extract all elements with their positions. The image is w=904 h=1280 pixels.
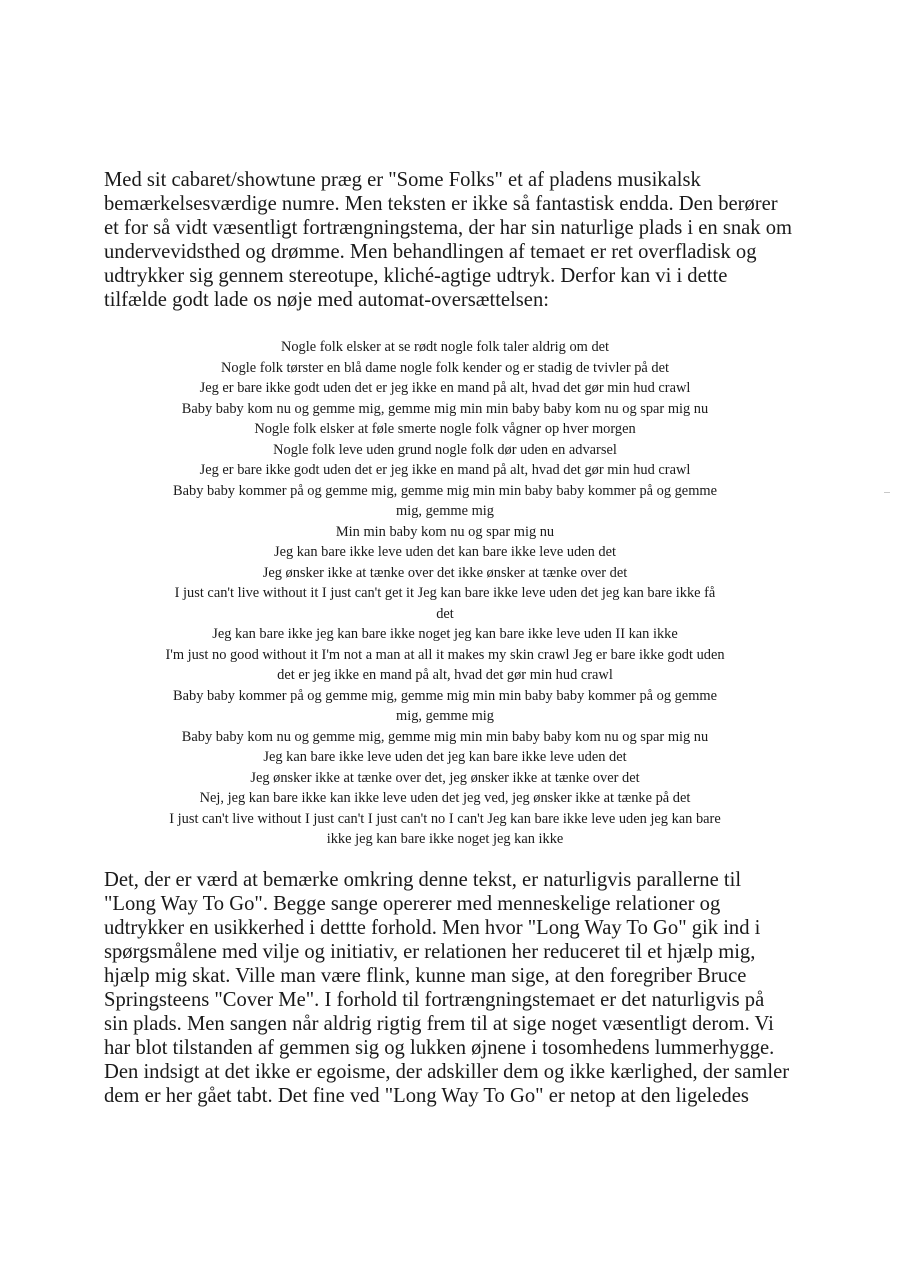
intro-line: et for så vidt væsentligt fortrængningstema, der har sin naturlige plads i en snak om (104, 217, 793, 239)
lyric-line: Baby baby kommer på og gemme mig, gemme mig min min baby baby kommer på og gemme (173, 687, 717, 704)
commentary-line: Det, der er værd at bemærke omkring denne tekst, er naturligvis parallerne til (104, 869, 742, 891)
intro-line: tilfælde godt lade os nøje med automat-oversættelsen: (104, 289, 549, 311)
lyric-line: det er jeg ikke en mand på alt, hvad det gør min hud crawl (277, 667, 613, 683)
lyric-line: mig, gemme mig (396, 708, 494, 724)
lyric-line: Jeg ønsker ikke at tænke over det ikke ønsker at tænke over det (262, 564, 628, 581)
commentary-line: sin plads. Men sangen når aldrig rigtig frem til at sige noget væsentligt derom. Vi (104, 1013, 774, 1035)
lyric-line: Nogle folk elsker at se rødt nogle folk taler aldrig om det (280, 339, 610, 355)
lyric-line: Nogle folk elsker at føle smerte nogle folk vågner op hver morgen (254, 421, 636, 437)
lyric-line: ikke jeg kan bare ikke noget jeg kan ikke (326, 831, 564, 847)
intro-paragraph (104, 168, 804, 312)
lyric-line: I just can't live without I just can't I just can't no I can't Jeg kan bare ikke leve uden jeg kan bare (169, 810, 721, 827)
lyric-line: Min min baby kom nu og spar mig nu (335, 523, 555, 540)
lyric-line: Jeg ønsker ikke at tænke over det, jeg ønsker ikke at tænke over det (250, 769, 640, 786)
lyric-line: Jeg kan bare ikke leve uden det kan bare ikke leve uden det (273, 544, 617, 560)
lyric-line: Jeg er bare ikke godt uden det er jeg ikke en mand på alt, hvad det gør min hud crawl (199, 380, 691, 396)
commentary-line: Den indsigt at det ikke er egoisme, der adskiller dem og ikke kærlighed, der samler (104, 1061, 790, 1083)
lyric-line: Jeg kan bare ikke leve uden det jeg kan bare ikke leve uden det (263, 749, 627, 765)
lyric-line: Jeg kan bare ikke jeg kan bare ikke noget jeg kan bare ikke leve uden II kan ikke (212, 626, 678, 642)
lyric-line: Nogle folk leve uden grund nogle folk dør uden en advarsel (273, 441, 617, 458)
intro-line: udtrykker sig gennem stereotupe, kliché-agtige udtryk. Derfor kan vi i dette (104, 265, 728, 287)
intro-line: undervevidsthed og drømme. Men behandlingen af temaet er ret overfladisk og (104, 241, 757, 263)
commentary-line: dem er her gået tabt. Det fine ved "Long Way To Go" er netop at den ligeledes (104, 1085, 749, 1107)
commentary-line: hjælp mig skat. Ville man være flink, kunne man sige, at den foregriber Bruce (104, 965, 747, 987)
intro-line: bemærkelsesværdige numre. Men teksten er ikke så fantastisk endda. Den berører (104, 193, 778, 215)
lyric-line: Jeg er bare ikke godt uden det er jeg ikke en mand på alt, hvad det gør min hud crawl (199, 462, 691, 478)
lyrics-translation-block (100, 337, 790, 850)
commentary-line: har blot tilstanden af gemmen sig og lukken øjnene i tosomhedens lummerhygge. (104, 1037, 775, 1059)
commentary-paragraph (104, 868, 804, 1108)
commentary-line: Springsteens "Cover Me". I forhold til fortrængningstemaet er det naturligvis på (104, 989, 765, 1011)
lyric-line: Nogle folk tørster en blå dame nogle folk kender og er stadig de tvivler på det (221, 359, 669, 376)
intro-line: Med sit cabaret/showtune præg er "Some Folks" et af pladens musikalsk (104, 169, 701, 191)
lyric-line: Baby baby kom nu og gemme mig, gemme mig min min baby baby kom nu og spar mig nu (181, 728, 709, 745)
commentary-line: "Long Way To Go". Begge sange opererer med menneskelige relationer og (104, 893, 721, 915)
commentary-line: udtrykker en usikkerhed i dettte forhold. Men hvor "Long Way To Go" gik ind i (104, 917, 761, 939)
lyric-line: I'm just no good without it I'm not a man at all it makes my skin crawl Jeg er bare ikke godt uden (165, 646, 725, 663)
lyric-line: Baby baby kommer på og gemme mig, gemme mig min min baby baby kommer på og gemme (173, 482, 717, 499)
lyric-line: I just can't live without it I just can't get it Jeg kan bare ikke leve uden det jeg kan bare ikke få (174, 585, 716, 601)
lyric-line: det (436, 605, 454, 622)
scan-speck (884, 492, 890, 493)
lyric-line: Nej, jeg kan bare ikke kan ikke leve uden det jeg ved, jeg ønsker ikke at tænke på det (199, 790, 691, 806)
commentary-line: spørgsmålene med vilje og initiativ, er relationen her reduceret til et hjælp mig, (104, 941, 756, 963)
lyric-line: Baby baby kom nu og gemme mig, gemme mig min min baby baby kom nu og spar mig nu (181, 400, 709, 417)
lyric-line: mig, gemme mig (396, 503, 494, 519)
